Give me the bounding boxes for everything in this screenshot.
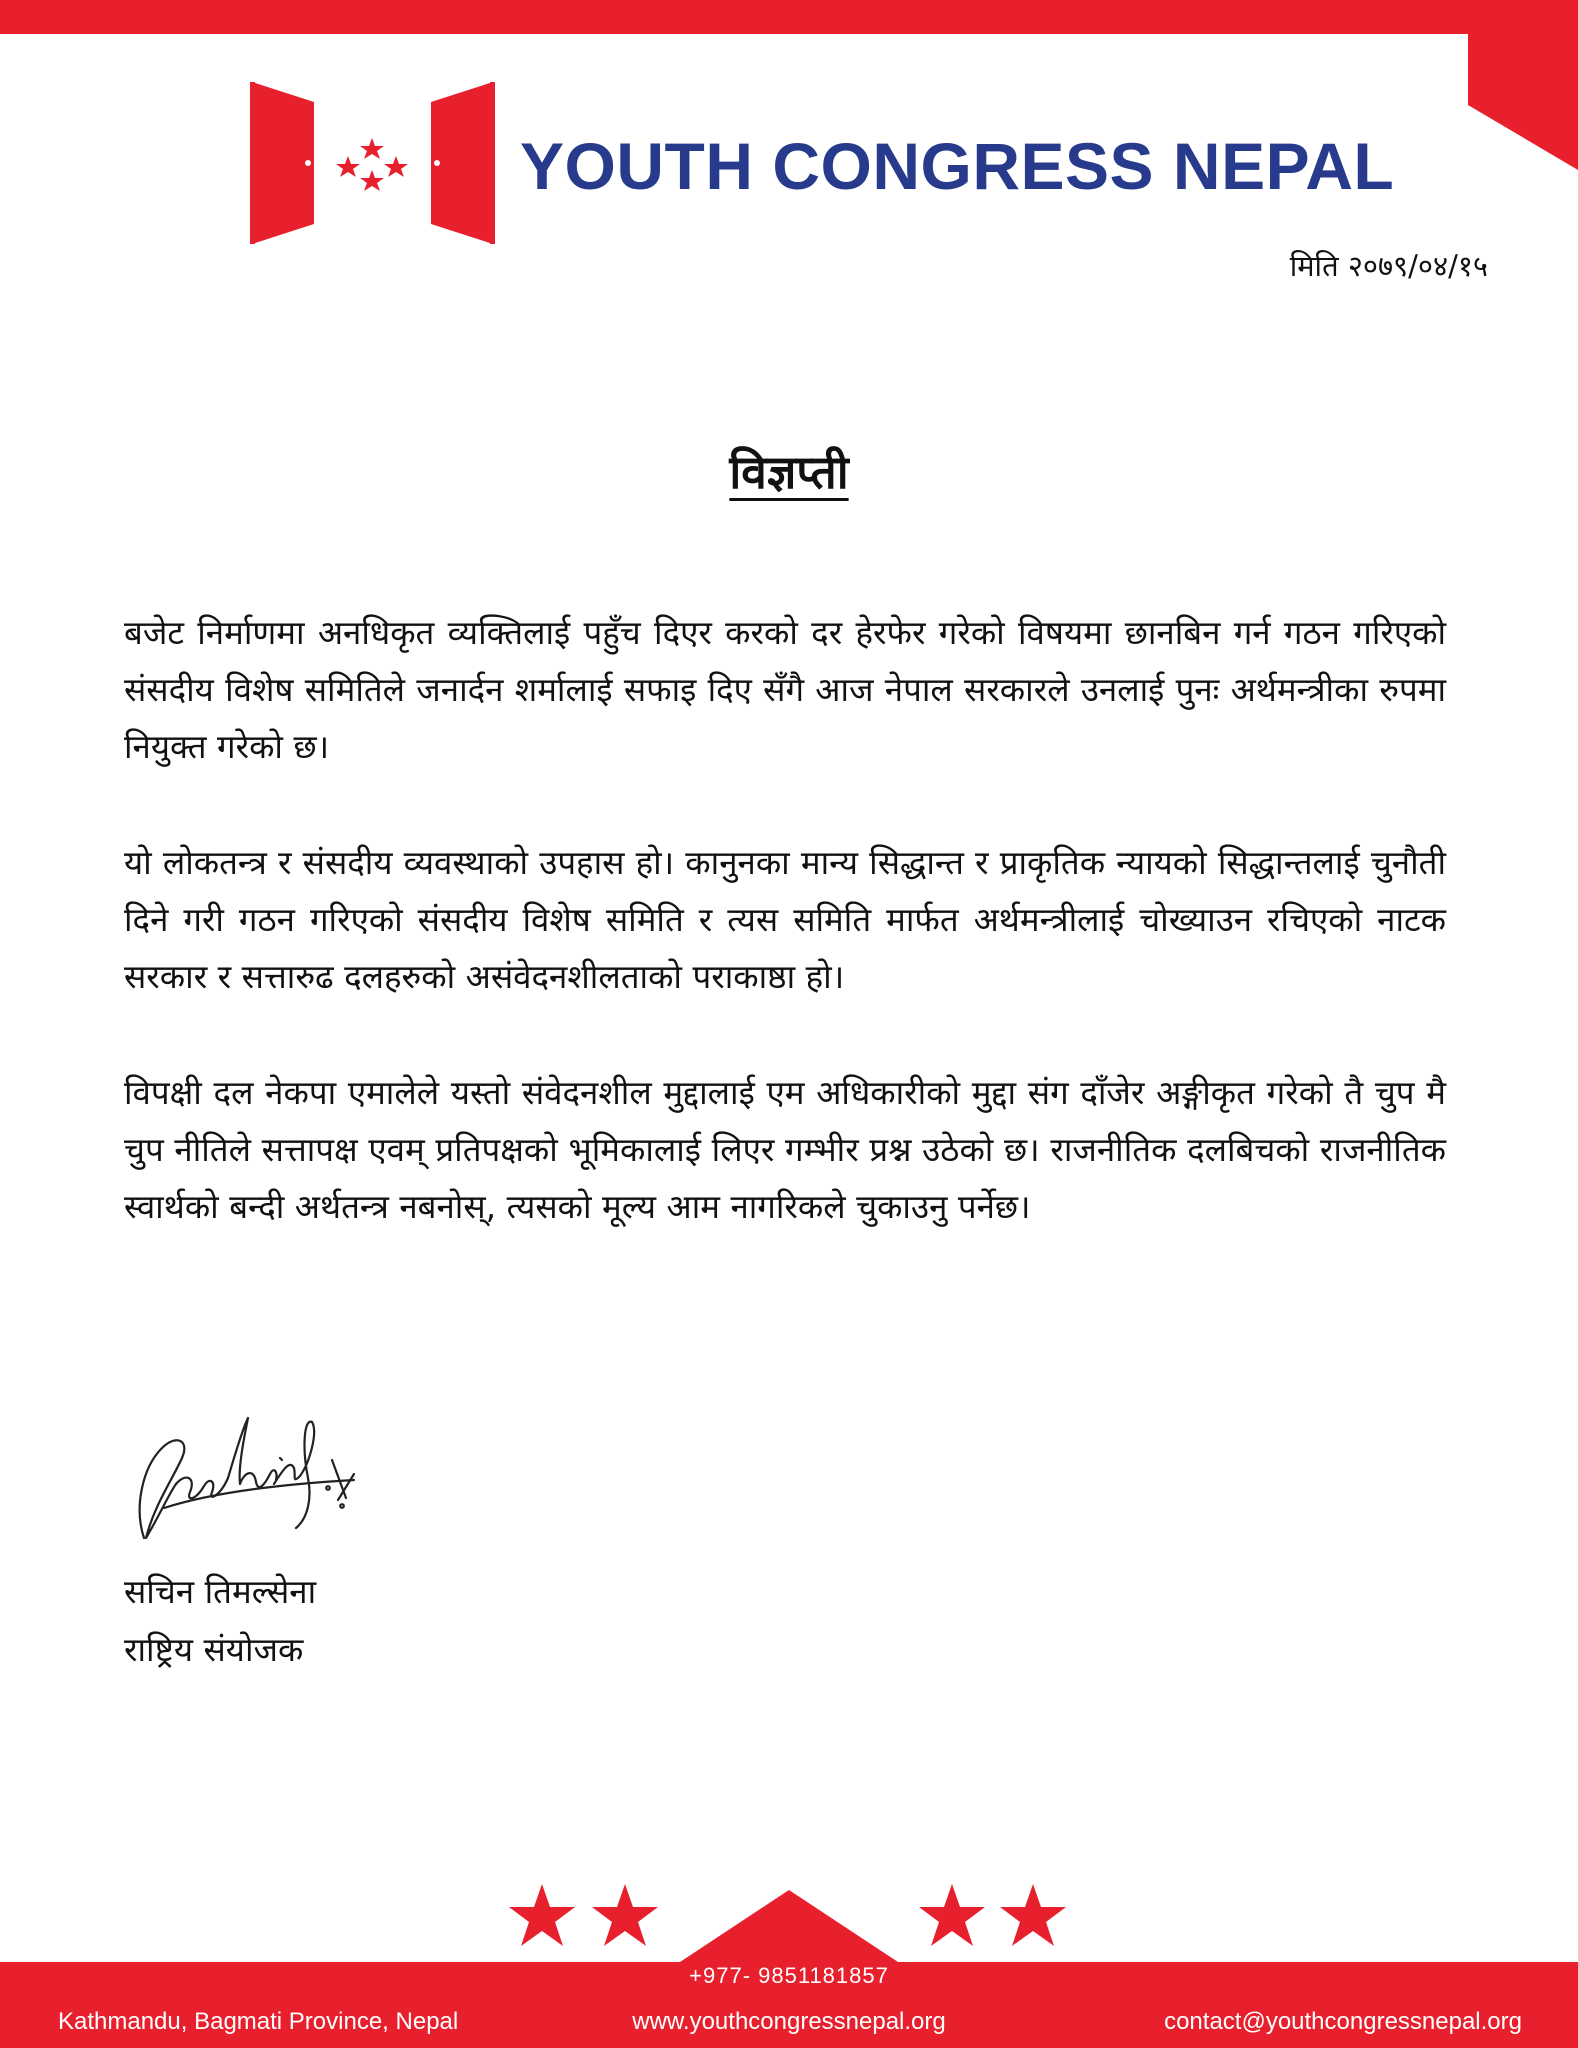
organization-name: YOUTH CONGRESS NEPAL	[520, 129, 1395, 203]
star-icon	[592, 1884, 658, 1946]
paragraph-3: विपक्षी दल नेकपा एमालेले यस्तो संवेदनशील मुद्दालाई एम अधिकारीको मुद्दा संग दाँजेर अङ्गीकृत गरेको तै चुप मै चुप नीतिले सत्तापक्ष एवम् प्रतिपक्षको भूमिकालाई लिएर गम्भीर प्रश्न उठेको छ। राजनीतिक दलबिचको राजनीतिक स्वार्थको बन्दी अर्थतन्त्र नबनोस्, त्यसको मूल्य आम नागरिकले चुकाउनु पर्नेछ।	[124, 1073, 1446, 1226]
notice-title-text: विज्ञप्ती	[729, 445, 849, 499]
footer-website-link[interactable]: www.youthcongressnepal.org	[632, 2008, 946, 2035]
corner-accent	[1468, 0, 1578, 170]
star-icon	[509, 1884, 575, 1946]
footer-phone: +977- 9851181857	[689, 1963, 889, 1988]
footer-address: Kathmandu, Bagmati Province, Nepal	[58, 2008, 459, 2035]
star-icon	[1000, 1884, 1066, 1946]
top-red-bar	[0, 0, 1578, 34]
paragraph-2: यो लोकतन्त्र र संसदीय व्यवस्थाको उपहास हो। कानुनका मान्य सिद्धान्त र प्राकृतिक न्यायको सिद्धान्तलाई चुनौती दिने गरी गठन गरिएको संसदीय विशेष समिति र त्यस समिति मार्फत अर्थमन्त्रीलाई चोख्याउन रचिएको नाटक सरकार र सत्तारुढ दलहरुको असंवेदनशीलताको पराकाष्ठा हो।	[124, 843, 1446, 996]
letter-date: मिति २०७९/०४/१५	[1289, 249, 1488, 283]
paragraph-1: बजेट निर्माणमा अनधिकृत व्यक्तिलाई पहुँच दिएर करको दर हेरफेर गरेको विषयमा छानबिन गर्न गठन गरिएको संसदीय विशेष समितिले जनार्दन शर्मालाई सफाइ दिए सँगै आज नेपाल सरकारले उनलाई पुनः अर्थमन्त्रीका रुपमा नियुक्त गरेको छ।	[124, 613, 1446, 766]
signatory-name: सचिन तिमल्सेना	[124, 1572, 317, 1611]
star-icon	[919, 1884, 985, 1946]
notice-title	[0, 440, 1578, 502]
party-door-stars-logo-icon	[250, 82, 495, 244]
handwritten-signature-icon	[124, 1388, 364, 1558]
footer-email-link[interactable]: contact@youthcongressnepal.org	[1164, 2008, 1522, 2035]
letter-body	[124, 604, 1446, 1294]
signatory-title: राष्ट्रिय संयोजक	[124, 1630, 304, 1669]
